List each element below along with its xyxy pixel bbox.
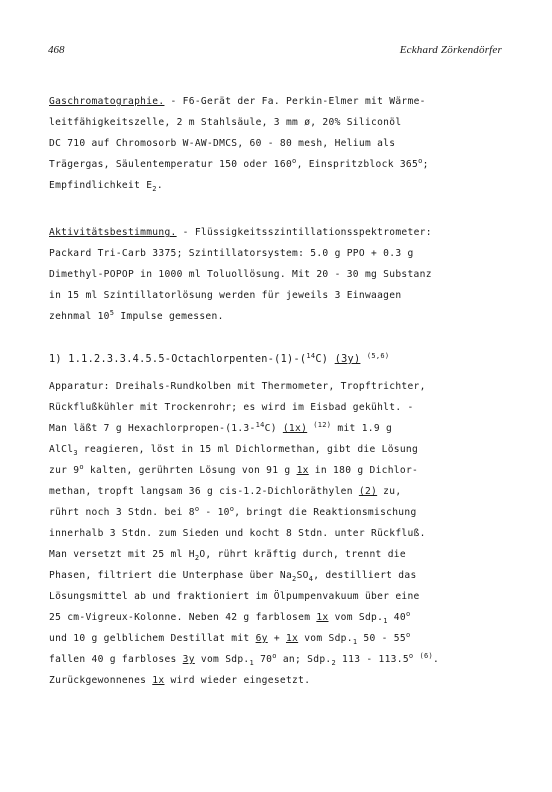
prep-line-4: AlCl$_3$ reagieren, löst in 15 ml Dichlormethan, gibt die Lösung [49, 444, 419, 457]
prep-line-12: 25 cm-Vigreux-Kolonne. Neben 42 g farblosem 1x vom $Sdp._1$ 40$^o$ [49, 610, 411, 625]
prep-line-3: Man läßt 7 g Hexachlorpropen-(1.3-$^{14}$C) (1x) $^{(12)}$ mit 1.9 g [49, 421, 393, 434]
prep-line-7: rührt noch 3 Stdn. bei 8$^o$ - 10$^o$, bringt die Reaktionsmischung [49, 505, 417, 518]
compound-id: (3y) [334, 354, 361, 365]
reference-marker: (5,6) [366, 352, 390, 360]
prep-line-15: Zurückgewonnenes 1x wird wieder eingesetzt. [49, 675, 311, 686]
gc-line-1: Gaschromatographie. - F6-Gerät der Fa. Perkin-Elmer mit Wärme- [49, 96, 426, 107]
gc-line-2: leitfähigkeitszelle, 2 m Stahlsäule, 3 mm ø, 20% Siliconöl [49, 117, 402, 128]
prep-line-5: zur 9$^o$ kalten, gerührten Lösung von 91 g 1x in 180 g Dichlor- [49, 463, 419, 476]
prep-line-2: Rückflußkühler mit Trockenrohr; es wird im Eisbad gekühlt. - [49, 402, 414, 413]
activity-line-3: Dimethyl-POPOP in 1000 ml Toluollösung. Mit 20 - 30 mg Substanz [49, 269, 432, 280]
activity-line-1: Aktivitätsbestimmung. - Flüssigkeitsszintillationsspektrometer: [49, 227, 432, 238]
compound-title: 1) 1.1.2.3.3.4.5.5-Octachlorpenten-(1)-($^{14}$C) (3y) $^{(5,6)}$ [49, 352, 390, 365]
prep-line-13: und 10 g gelblichem Destillat mit 6y + 1x vom $Sdp._1$ 50 - 55$^o$ [49, 631, 411, 646]
gc-line-5: Empfindlichkeit $E_2$. [49, 180, 163, 193]
activity-heading: Aktivitätsbestimmung. [49, 227, 177, 238]
activity-line-5: zehnmal $10^5$ Impulse gemessen. [49, 309, 224, 322]
activity-line-2: Packard Tri-Carb 3375; Szintillatorsystem: 5.0 g PPO + 0.3 g [49, 248, 414, 259]
prep-line-6: methan, tropft langsam 36 g cis-1.2-Dichloräthylen (2) zu, [49, 486, 402, 497]
prep-line-14: fallen 40 g farbloses 3y vom $Sdp._1$ 70$^o$ an; $Sdp._2$ 113 - 113.5$^o$ $^{(6)}$. [49, 652, 440, 667]
activity-line-4: in 15 ml Szintillatorlösung werden für jeweils 3 Einwaagen [49, 290, 402, 301]
prep-line-10: Phasen, filtriert die Unterphase über $Na_2SO_4$, destilliert das [49, 570, 417, 583]
running-header-author: Eckhard Zörkendörfer [399, 44, 502, 56]
page-number: 468 [48, 44, 65, 56]
gc-line-3: DC 710 auf Chromosorb W-AW-DMCS, 60 - 80 mesh, Helium als [49, 138, 396, 149]
prep-line-8: innerhalb 3 Stdn. zum Sieden und kocht 8 Stdn. unter Rückfluß. [49, 528, 426, 539]
gc-line-4: Trägergas, Säulentemperatur 150 oder 160$^o$, Einspritzblock 365$^o$; [49, 157, 429, 170]
gc-heading: Gaschromatographie. [49, 96, 165, 107]
prep-line-9: Man versetzt mit 25 ml $H_2O$, rührt kräftig durch, trennt die [49, 549, 406, 562]
prep-line-1: Apparatur: Dreihals-Rundkolben mit Thermometer, Tropftrichter, [49, 381, 426, 392]
prep-line-11: Lösungsmittel ab und fraktioniert im Ölpumpenvakuum über eine [49, 591, 420, 602]
